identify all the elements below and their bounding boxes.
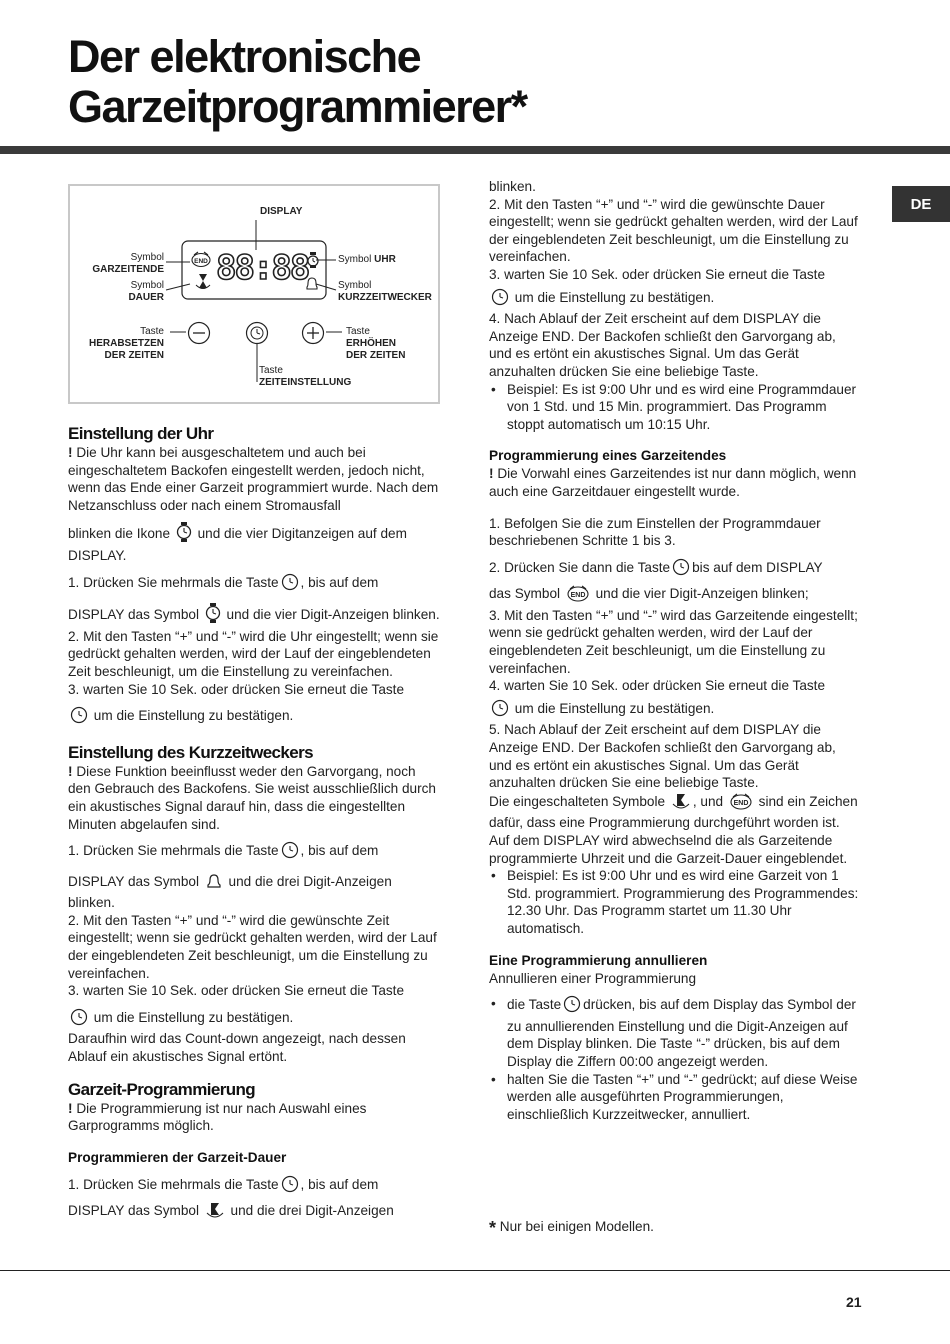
prog-intro: ! Die Programmierung ist nur nach Auswahl eines Garprogramms möglich. (68, 1100, 367, 1134)
uhr-step-1b: DISPLAY das Symbol und die vier Digit-Anzeigen blinken. (68, 603, 440, 628)
kurz-intro: ! Diese Funktion beeinflusst weder den Garvorgang, noch den Gebrauch des Backofens. Sie weist ausschließlich durch ein akustisches Signal darauf hin, dass die eingestellten Minuten abgelaufen sind. (68, 763, 436, 832)
label-kurzzeitwecker: Symbol KURZZEITWECKER (338, 280, 432, 303)
page-title (68, 32, 527, 132)
heading-uhr: Einstellung der Uhr (68, 424, 214, 443)
ende-step-4: 4. warten Sie 10 Sek. oder drücken Sie erneut die Taste (489, 678, 826, 694)
display-digits: 88:88 (216, 248, 309, 288)
ende-step-1: 1. Befolgen Sie die zum Einstellen der Programmdauer beschriebenen Schritte 1 bis 3. (489, 515, 821, 549)
ann-intro: Annullieren einer Programmierung (489, 970, 697, 986)
kurz-step-3: 3. warten Sie 10 Sek. oder drücken Sie erneut die Taste (68, 983, 405, 999)
dauer-step-1b: DISPLAY das Symbol und die drei Digit-Anzeigen (68, 1201, 440, 1224)
page-number: 21 (846, 1294, 862, 1310)
dauer-step-4: 4. Nach Ablauf der Zeit erscheint auf dem DISPLAY die Anzeige END. Der Backofen schließt den Garvorgang ab, und es ertönt ein akustisches Signal. Um das Gerät anzuhalten drücken Sie eine beliebige Taste. (489, 311, 836, 379)
dauer-step-3b: um die Einstellung zu bestätigen. (489, 288, 861, 311)
right-column (489, 178, 861, 1123)
duration-symbol-icon (194, 272, 212, 295)
display-label: DISPLAY (260, 206, 303, 217)
heading-kurzzeitwecker: Einstellung des Kurzzeitweckers (68, 742, 313, 762)
label-garzeitende: Symbol GARZEITENDE (92, 252, 164, 275)
end-icon (729, 792, 753, 815)
left-column (68, 424, 440, 1224)
header-rule (0, 146, 950, 154)
timer-button-icon (563, 995, 581, 1018)
title-line-2: Garzeitprogrammierer* (68, 81, 527, 132)
svg-text:END: END (733, 799, 749, 807)
kurz-countdown: Daraufhin wird das Count-down angezeigt, nach dessen Ablauf ein akustisches Signal ertönt. (68, 1031, 406, 1065)
ende-step-5: 5. Nach Ablauf der Zeit erscheint auf dem DISPLAY die Anzeige END. Der Backofen schließt den Garvorgang ab, und es ertönt ein akustisches Signal. Um das Gerät anzuhalten drücken Sie eine beliebige Taste. (489, 722, 836, 791)
timer-button-icon (491, 699, 509, 722)
dauer-example: • Beispiel: Es ist 9:00 Uhr und es wird eine Programmdauer von 1 Std. und 15 Min. programmiert. Das Programm stoppt automatisch um 10:15 Uhr. (489, 381, 861, 434)
dauer-step-1: 1. Drücken Sie mehrmals die Taste , bis auf dem (68, 1175, 440, 1198)
uhr-intro: ! Die Uhr kann bei ausgeschaltetem und auch bei eingeschaltetem Backofen eingestellt werden, jedoch nicht, wenn das Ende einer Garzeit programmiert wurde. Nach dem Netzanschluss oder nach einem Stromausfall (68, 445, 439, 513)
footer-rule (0, 1270, 950, 1271)
dauer-step-1-cont: blinken. (489, 179, 536, 194)
timer-button-icon (70, 706, 88, 729)
duration-icon (205, 1201, 225, 1224)
clock-symbol-icon (306, 252, 320, 273)
heading-garzeit-dauer: Programmieren der Garzeit-Dauer (68, 1149, 287, 1165)
kurz-step-3b: um die Einstellung zu bestätigen. (68, 1008, 440, 1031)
control-panel-diagram (68, 184, 440, 404)
uhr-intro-2: blinken die Ikone und die vier Digitanzeigen auf dem DISPLAY. (68, 522, 440, 564)
plus-button-icon (301, 321, 325, 350)
label-dauer: Symbol DAUER (128, 280, 164, 303)
heading-annullieren: Eine Programmierung annullieren (489, 952, 708, 968)
label-herabsetzen: Taste HERABSETZEN DER ZEITEN (88, 326, 164, 361)
ende-step-2b: das Symbol END und die vier Digit-Anzeigen blinken; (489, 584, 861, 607)
ann-bullet-1: • die Taste drücken, bis auf dem Display das Symbol der zu annullierenden Einstellung und die Digit-Anzeigen auf dem Display blinken. Die Taste “-” drücken, bis auf dem Display die Ziffern 00:00 angezeigt werden. (489, 995, 861, 1070)
uhr-step-2: 2. Mit den Tasten “+” und “-” wird die Uhr eingestellt; wenn sie gedrückt gehalten werden, wird der Lauf der eingeblendeten Zeit beschleunigt, um die Einstellung zu vereinfachen. (68, 628, 439, 679)
bell-icon (205, 872, 223, 895)
uhr-step-3: 3. warten Sie 10 Sek. oder drücken Sie erneut die Taste (68, 681, 405, 697)
duration-icon (671, 792, 691, 815)
svg-text:END: END (570, 592, 586, 600)
uhr-step-3b: um die Einstellung zu bestätigen. (68, 706, 440, 729)
footnote: * Nur bei einigen Modellen. (489, 1218, 654, 1238)
ende-symbols-note: Die eingeschalteten Symbole , und END sind ein Zeichen dafür, dass eine Programmierung durchgeführt worden ist. Auf dem DISPLAY wird abwechselnd die als Garzeitende programmierte Uhrzeit und die Garzeit-Dauer eingeblendet. (489, 793, 858, 866)
ann-bullet-2: • halten Sie die Tasten “+” und “-” gedrückt; auf diese Weise werden alle ausgeführten Programmierungen, einschließlich Kurzzeitwecker, annulliert. (489, 1071, 861, 1124)
dauer-step-2: 2. Mit den Tasten “+” und “-” wird die gewünschte Dauer eingestellt; wenn sie gedrückt gehalten werden, wird der Lauf der eingeblendeten Zeit beschleunigt, um die Einstellung zu vereinfachen. (489, 196, 858, 265)
kurz-step-1: 1. Drücken Sie mehrmals die Taste , bis auf dem (68, 841, 440, 864)
ende-example: • Beispiel: Es ist 9:00 Uhr und es wird eine Garzeit von 1 Std. programmiert. Programmierung des Programmendes: 12.30 Uhr. Das Programm startet um 11.30 Uhr automatisch. (489, 867, 861, 937)
timer-button-icon (491, 288, 509, 311)
language-tab: DE (892, 186, 950, 222)
timer-button-icon (281, 841, 299, 864)
minus-button-icon (187, 321, 211, 350)
clock-icon (205, 603, 221, 628)
svg-text:END: END (194, 258, 208, 265)
clock-icon (176, 522, 192, 547)
timer-button-icon (70, 1008, 88, 1031)
label-uhr: Symbol UHR (338, 254, 396, 265)
ende-step-3: 3. Mit den Tasten “+” und “-” wird das Garzeitende eingestellt; wenn sie gedrückt gehalten werden, wird der Lauf der eingeblendeten Zeit beschleunigt, um die Einstellung zu vereinfachen. (489, 607, 858, 676)
end-symbol-icon (190, 250, 212, 273)
clock-button-icon (245, 321, 269, 350)
timer-button-icon (281, 1175, 299, 1198)
dauer-step-3: 3. warten Sie 10 Sek. oder drücken Sie erneut die Taste (489, 266, 826, 282)
end-icon (566, 584, 590, 607)
timer-button-icon (281, 573, 299, 596)
ende-step-2: 2. Drücken Sie dann die Taste bis auf dem DISPLAY (489, 558, 861, 581)
title-line-1: Der elektronische (68, 31, 421, 82)
uhr-step-1: 1. Drücken Sie mehrmals die Taste , bis auf dem (68, 573, 440, 596)
ende-intro: ! Die Vorwahl eines Garzeitendes ist nur dann möglich, wenn auch eine Garzeitdauer eingestellt wurde. (489, 466, 857, 499)
bell-symbol-icon (304, 276, 320, 297)
heading-garzeit-programmierung: Garzeit-Programmierung (68, 1079, 256, 1099)
label-erhoehen: Taste ERHÖHEN DER ZEITEN (346, 326, 406, 361)
label-zeiteinstellung: Taste ZEITEINSTELLUNG (259, 365, 352, 388)
kurz-step-2: 2. Mit den Tasten “+” und “-” wird die gewünschte Zeit eingestellt; wenn sie gedrückt gehalten werden, wird der Lauf der eingeblendeten Zeit beschleunigt, um die Einstellung zu vereinfachen. (68, 912, 437, 981)
timer-button-icon (672, 558, 690, 581)
ende-step-4b: um die Einstellung zu bestätigen. (489, 699, 861, 722)
kurz-step-1b: DISPLAY das Symbol und die drei Digit-Anzeigen blinken. (68, 873, 392, 911)
heading-garzeitende: Programmierung eines Garzeitendes (489, 448, 727, 464)
